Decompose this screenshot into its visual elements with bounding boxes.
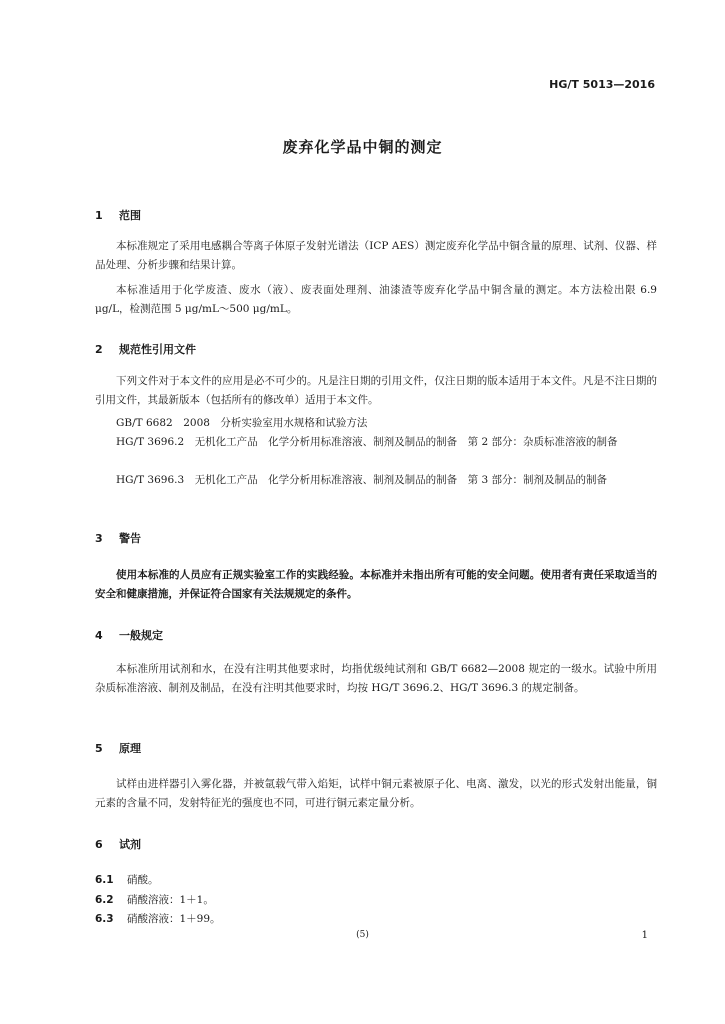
paragraph: 本标准所用试剂和水，在没有注明其他要求时，均指优级纯试剂和 GB/T 6682—2008 规定的一级水。试验中所用杂质标准溶液、制剂及制品，在没有注明其他要求时，均按 HG/T 3696.2、HG/T 3696.3 的规定制备。 [95,663,657,694]
warning-paragraph: 使用本标准的人员应有正规实验室工作的实践经验。本标准并未指出所有可能的安全问题。使用者有责任采取适当的安全和健康措施，并保证符合国家有关法规规定的条件。 [95,569,657,600]
page-number: 1 [641,930,648,941]
section-title: 试剂 [119,838,141,851]
reagent-item [95,872,159,887]
reagent-item [95,892,214,907]
footer-sheet-number: (5) [356,930,369,940]
section-5-heading [95,740,141,756]
reagent-number: 6.1 [95,874,114,886]
paragraph: 本标准规定了采用电感耦合等离子体原子发射光谱法（ICP AES）测定废弃化学品中铜含量的原理、试剂、仪器、样品处理、分析步骤和结果计算。 [95,240,657,271]
section-title: 一般规定 [119,629,163,642]
paragraph: 试样由进样器引入雾化器，并被氩载气带入焰矩，试样中铜元素被原子化、电离、激发，以光的形式发射出能量，铜元素的含量不同，发射特征光的强度也不同，可进行铜元素定量分析。 [95,778,657,809]
reference-item: HG/T 3696.2 无机化工产品 化学分析用标准溶液、制剂及制品的制备 第 2 部分：杂质标准溶液的制备 [116,436,618,448]
standard-code: HG/T 5013—2016 [549,78,655,91]
reagent-item [95,911,221,926]
reagent-text: 硝酸溶液：1＋1。 [127,894,214,906]
section-6-heading [95,836,141,852]
reagent-text: 硝酸溶液：1＋99。 [127,913,221,925]
reagent-number: 6.3 [95,913,114,925]
section-4-heading [95,627,163,643]
section-number: 2 [95,343,103,356]
section-title: 原理 [119,742,141,755]
section-title: 警告 [119,532,141,545]
section-2-heading [95,341,196,357]
reagent-number: 6.2 [95,894,114,906]
reference-item: HG/T 3696.3 无机化工产品 化学分析用标准溶液、制剂及制品的制备 第 3 部分：制剂及制品的制备 [116,474,608,486]
section-1-heading [95,207,141,223]
section-number: 1 [95,209,103,222]
section-number: 5 [95,742,103,755]
reference-item: GB/T 6682 2008 分析实验室用水规格和试验方法 [116,417,368,429]
section-number: 3 [95,532,103,545]
section-number: 6 [95,838,103,851]
section-title: 规范性引用文件 [119,343,196,356]
section-number: 4 [95,629,103,642]
section-3-heading [95,530,141,546]
reagent-text: 硝酸。 [127,874,159,886]
document-title: 废弃化学品中铜的测定 [282,138,443,156]
section-title: 范围 [119,209,141,222]
paragraph: 本标准适用于化学废渣、废水（液）、废表面处理剂、油漆渣等废弃化学品中铜含量的测定。本方法检出限 6.9 μg/L，检测范围 5 μg/mL～500 μg/mL。 [95,284,657,315]
paragraph: 下列文件对于本文件的应用是必不可少的。凡是注日期的引用文件，仅注日期的版本适用于本文件。凡是不注日期的引用文件，其最新版本（包括所有的修改单）适用于本文件。 [95,375,657,406]
